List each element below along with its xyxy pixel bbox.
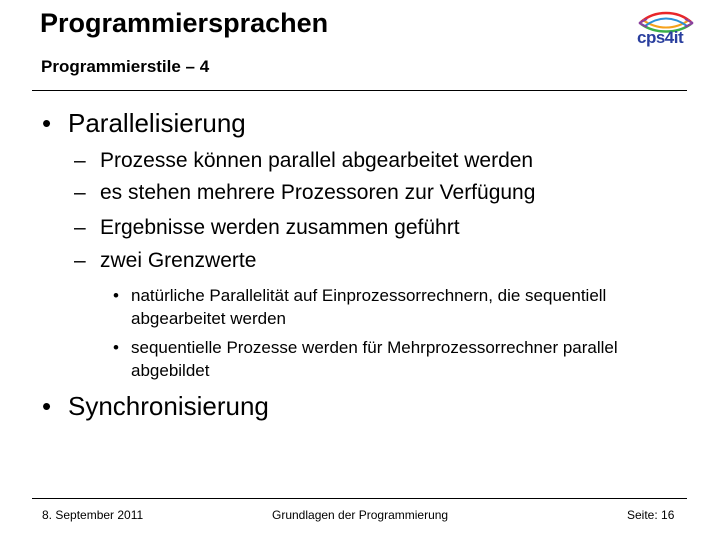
dash-icon: – — [74, 249, 86, 272]
sub-item-label: zwei Grenzwerte — [100, 249, 257, 272]
bullet-icon: • — [42, 108, 52, 138]
sub-item-label: es stehen mehrere Prozessoren zur Verfügung — [100, 181, 536, 204]
sub-sub-item-label: natürliche Parallelität auf Einprozessorrechnern, die sequentiell abgearbeitet werden — [131, 286, 607, 328]
slide-title: Programmiersprachen — [40, 8, 329, 38]
footer-date: 8. September 2011 — [42, 508, 144, 522]
bullet-label: Synchronisierung — [68, 391, 269, 421]
dash-icon: – — [74, 181, 86, 204]
dash-icon: – — [74, 216, 86, 239]
bullet-icon: • — [42, 391, 52, 421]
footer-course-title: Grundlagen der Programmierung — [272, 508, 449, 522]
slide-subtitle: Programmierstile – 4 — [41, 57, 210, 76]
logo-text: cps4it — [637, 28, 684, 47]
bullet-label: Parallelisierung — [68, 108, 246, 138]
sub-sub-item — [113, 284, 653, 330]
bullet-icon: • — [113, 338, 119, 357]
header-divider — [32, 90, 687, 91]
bullet-icon: • — [113, 286, 119, 305]
footer-divider — [32, 498, 687, 499]
footer-page-number: Seite: 16 — [627, 508, 675, 522]
sub-sub-item — [113, 336, 653, 382]
sub-item-label: Ergebnisse werden zusammen geführt — [100, 216, 460, 239]
dash-icon: – — [74, 149, 86, 172]
sub-item-label: Prozesse können parallel abgearbeitet werden — [100, 149, 534, 172]
sub-sub-item-label: sequentielle Prozesse werden für Mehrprozessorrechner parallel abgebildet — [131, 338, 618, 380]
